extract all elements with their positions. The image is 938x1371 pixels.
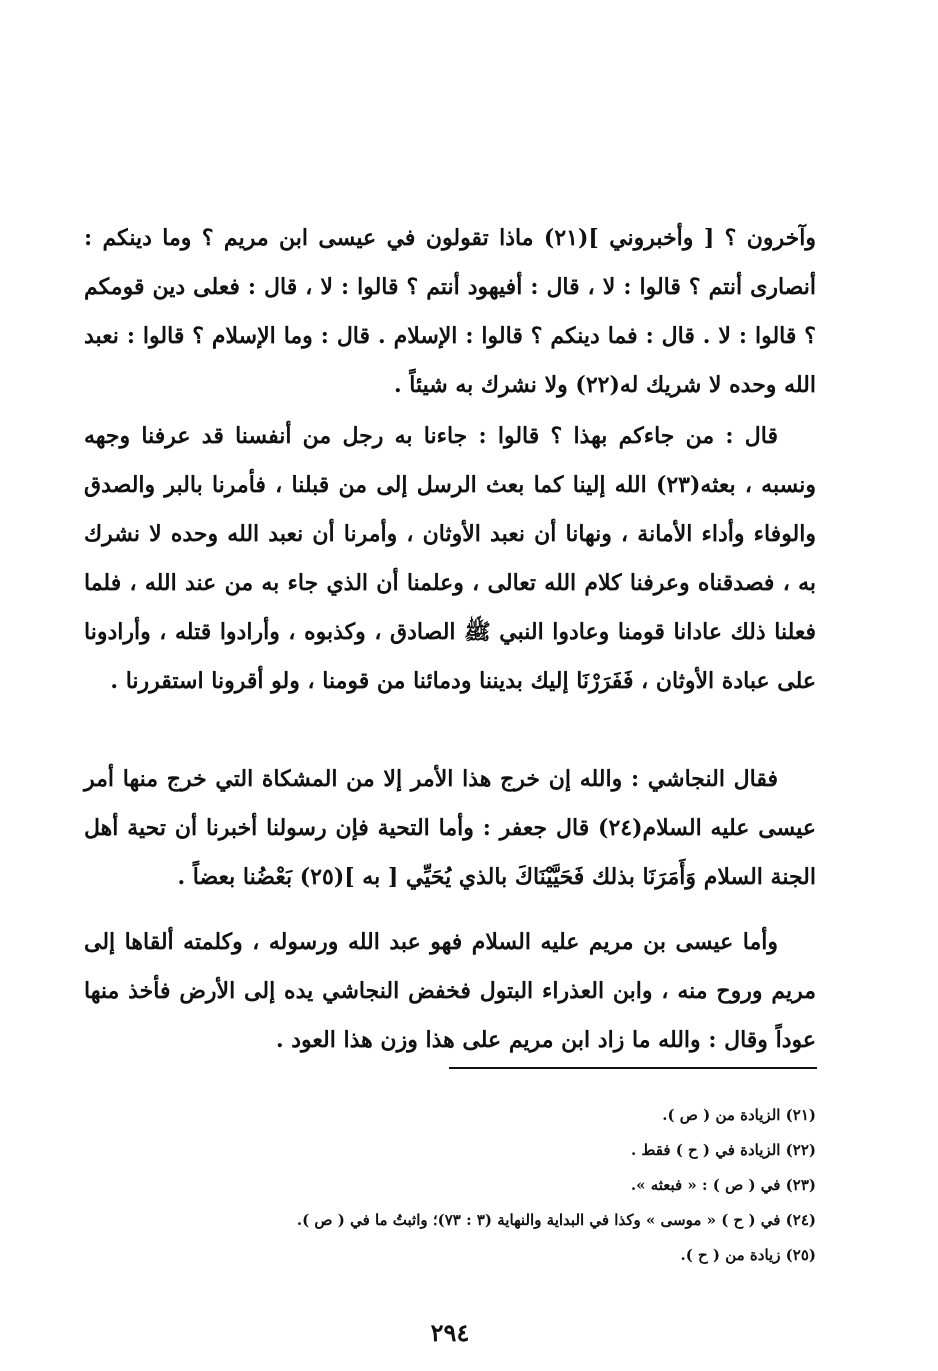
- footnote-23: (٢٣) في ( ص ) : « فبعثه ».: [630, 1176, 816, 1194]
- body-paragraph-2: قال : من جاءكم بهذا ؟ قالوا : جاءنا به رجل من أنفسنا قد عرفنا وجهه ونسبه ، بعثه(٢٣) الله إلينا كما بعث الرسل إلى من قبلنا ، فأمرنا بالبر والصدق والوفاء وأداء الأمانة ، ونهانا أن نعبد الأوثان ، وأمرنا أن نعبد الله وحده لا نشرك به ، فصدقناه وعرفنا كلام الله تعالى ، وعلمنا أن الذي جاء به من عند الله ، فلما فعلنا ذلك عادانا قومنا وعادوا النبي ﷺ الصادق ، وكذبوه ، وأرادوا قتله ، وأرادونا على عبادة الأوثان ، فَفَرَرْنَا إليك بديننا ودمائنا من قومنا ، ولو أقرونا استقررنا .: [84, 423, 816, 694]
- footnotes: [120, 1098, 816, 1273]
- body-paragraph-1: وآخرون ؟ [ وأخبروني ](٢١) ماذا تقولون في عيسى ابن مريم ؟ وما دينكم : أنصارى أنتم ؟ قالوا : لا ، قال : أفيهود أنتم ؟ قالوا : لا ، قال : فعلى دين قومكم ؟ قالوا : لا . قال : فما دينكم ؟ قالوا : الإسلام . قال : وما الإسلام ؟ قالوا : نعبد الله وحده لا شريك له(٢٢) ولا نشرك به شيئاً .: [84, 225, 816, 398]
- footnote-24: (٢٤) في ( ح ) « موسى » وكذا في البداية والنهاية (٣ : ٧٣)؛ واثبتُ ما في ( ص ).: [296, 1211, 816, 1229]
- footnote-separator: [449, 1067, 817, 1069]
- footnote-21: (٢١) الزيادة من ( ص ).: [662, 1106, 816, 1124]
- body-paragraph-4: وأما عيسى بن مريم عليه السلام فهو عبد الله ورسوله ، وكلمته ألقاها إلى مريم وروح منه ، وابن العذراء البتول فخفض النجاشي يده إلى الأرض فأخذ منها عوداً وقال : والله ما زاد ابن مريم على هذا وزن هذا العود .: [84, 929, 817, 1053]
- footnote-22: (٢٢) الزيادة في ( ح ) فقط .: [631, 1141, 816, 1159]
- body-paragraph-3: فقال النجاشي : والله إن خرج هذا الأمر إلا من المشكاة التي خرج منها أمر عيسى عليه السلام(٢٤) قال جعفر : وأما التحية فإن رسولنا أخبرنا أن تحية أهل الجنة السلام وَأَمَرَنَا بذلك فَحَيَّيْنَاكَ بالذي يُحَيِّي [ به ](٢٥) بَعْضُنا بعضاً .: [84, 766, 816, 890]
- footnote-25: (٢٥) زيادة من ( ح ).: [680, 1246, 816, 1264]
- page-number: ٢٩٤: [430, 1318, 470, 1347]
